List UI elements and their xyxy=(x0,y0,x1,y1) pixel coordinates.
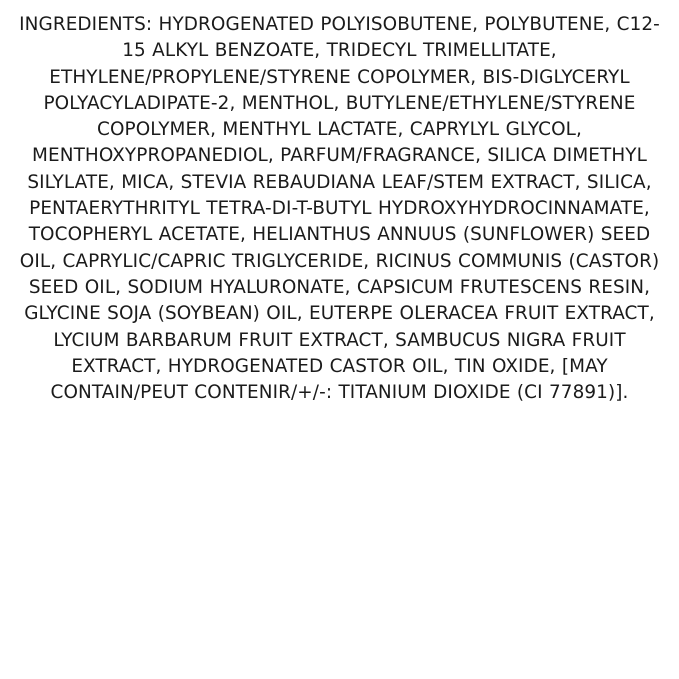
ingredients-block xyxy=(0,12,679,406)
ingredients-paragraph: INGREDIENTS: HYDROGENATED POLYISOBUTENE, POLYBUTENE, C12-15 ALKYL BENZOATE, TRIDECYL TRIMELLITATE, ETHYLENE/PROPYLENE/STYRENE COPOLYMER, BIS-DIGLYCERYL POLYACYLADIPATE-2, MENTHOL, BUTYLENE/ETHYLENE/STYRENE COPOLYMER, MENTHYL LACTATE, CAPRYLYL GLYCOL, MENTHOXYPROPANEDIOL, PARFUM/FRAGRANCE, SILICA DIMETHYL SILYLATE, MICA, STEVIA REBAUDIANA LEAF/STEM EXTRACT, SILICA, PENTAERYTHRITYL TETRA-DI-T-BUTYL HYDROXYHYDROCINNAMATE, TOCOPHERYL ACETATE, HELIANTHUS ANNUUS (SUNFLOWER) SEED OIL, CAPRYLIC/CAPRIC TRIGLYCERIDE, RICINUS COMMUNIS (CASTOR) SEED OIL, SODIUM HYALURONATE, CAPSICUM FRUTESCENS RESIN, GLYCINE SOJA (SOYBEAN) OIL, EUTERPE OLERACEA FRUIT EXTRACT, LYCIUM BARBARUM FRUIT EXTRACT, SAMBUCUS NIGRA FRUIT EXTRACT, HYDROGENATED CASTOR OIL, TIN OXIDE, [MAY CONTAIN/PEUT CONTENIR/+/-: TITANIUM DIOXIDE (CI 77891)]. xyxy=(19,14,660,404)
